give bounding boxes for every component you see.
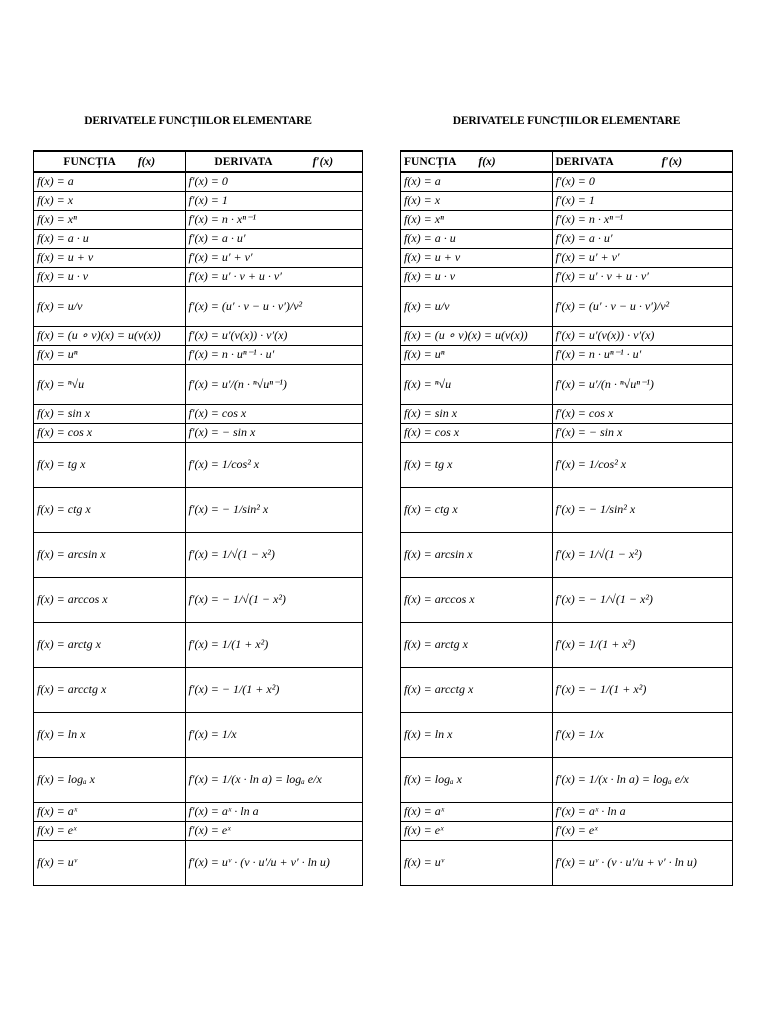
function-cell: f(x) = arcctg x	[34, 667, 185, 712]
page-title: DERIVATELE FUNCȚIILOR ELEMENTARE	[84, 115, 312, 127]
function-cell: f(x) = x	[34, 191, 185, 210]
table-row	[401, 622, 732, 667]
derivative-cell: f′(x) = aˣ · ln a	[552, 802, 732, 821]
derivative-cell: f′(x) = 1	[185, 191, 362, 210]
function-cell: f(x) = u + v	[401, 248, 552, 267]
header-function: FUNCȚIA f(x)	[34, 152, 185, 173]
table-row	[34, 210, 362, 229]
function-cell: f(x) = uⁿ	[34, 345, 185, 364]
derivative-cell: f′(x) = 1/(x · ln a) = logₐ e/x	[552, 757, 732, 802]
derivative-cell: f′(x) = − 1/sin² x	[185, 487, 362, 532]
function-cell: f(x) = a · u	[401, 229, 552, 248]
table-row	[34, 364, 362, 404]
derivative-cell: f′(x) = a · u′	[552, 229, 732, 248]
table-header-row	[34, 152, 362, 173]
function-cell: f(x) = a · u	[34, 229, 185, 248]
table-row	[401, 191, 732, 210]
derivative-cell: f′(x) = uᵛ · (v · u′/u + v′ · ln u)	[185, 840, 362, 885]
derivative-cell: f′(x) = n · xⁿ⁻¹	[552, 210, 732, 229]
table-row	[34, 248, 362, 267]
table-row	[401, 172, 732, 191]
table-row	[34, 712, 362, 757]
table-row	[401, 840, 732, 885]
derivative-cell: f′(x) = n · uⁿ⁻¹ · u′	[185, 345, 362, 364]
derivative-cell: f′(x) = 0	[185, 172, 362, 191]
table-row	[401, 326, 732, 345]
derivative-cell: f′(x) = 1/√(1 − x²)	[552, 532, 732, 577]
function-cell: f(x) = cos x	[34, 423, 185, 442]
derivative-cell: f′(x) = u′ + v′	[185, 248, 362, 267]
derivative-cell: f′(x) = − sin x	[185, 423, 362, 442]
table-row	[34, 423, 362, 442]
function-cell: f(x) = tg x	[34, 442, 185, 487]
derivative-cell: f′(x) = 0	[552, 172, 732, 191]
derivative-cell: f′(x) = n · uⁿ⁻¹ · u′	[552, 345, 732, 364]
function-cell: f(x) = xⁿ	[401, 210, 552, 229]
derivative-cell: f′(x) = 1/√(1 − x²)	[185, 532, 362, 577]
table-row	[401, 802, 732, 821]
derivatives-table	[400, 150, 733, 886]
table-row	[401, 267, 732, 286]
derivative-cell: f′(x) = uᵛ · (v · u′/u + v′ · ln u)	[552, 840, 732, 885]
function-cell: f(x) = x	[401, 191, 552, 210]
function-cell: f(x) = ctg x	[34, 487, 185, 532]
derivative-cell: f′(x) = (u′ · v − u · v′)/v²	[185, 286, 362, 326]
function-cell: f(x) = ln x	[401, 712, 552, 757]
derivative-cell: f′(x) = − 1/(1 + x²)	[185, 667, 362, 712]
table-row	[401, 757, 732, 802]
table-row	[34, 577, 362, 622]
derivative-cell: f′(x) = − 1/√(1 − x²)	[185, 577, 362, 622]
table-row	[34, 757, 362, 802]
table-row	[401, 487, 732, 532]
table-row	[401, 248, 732, 267]
table-row	[401, 345, 732, 364]
derivative-cell: f′(x) = n · xⁿ⁻¹	[185, 210, 362, 229]
function-cell: f(x) = ctg x	[401, 487, 552, 532]
function-cell: f(x) = arccos x	[401, 577, 552, 622]
derivative-cell: f′(x) = u′(v(x)) · v′(x)	[185, 326, 362, 345]
table-row	[34, 267, 362, 286]
function-cell: f(x) = uᵛ	[401, 840, 552, 885]
table-row	[401, 712, 732, 757]
function-cell: f(x) = aˣ	[401, 802, 552, 821]
function-cell: f(x) = tg x	[401, 442, 552, 487]
table-row	[401, 577, 732, 622]
table-row	[401, 404, 732, 423]
function-cell: f(x) = cos x	[401, 423, 552, 442]
derivative-cell: f′(x) = aˣ · ln a	[185, 802, 362, 821]
derivative-cell: f′(x) = 1/cos² x	[185, 442, 362, 487]
table-row	[34, 229, 362, 248]
function-cell: f(x) = eˣ	[401, 821, 552, 840]
header-function: FUNCȚIA f(x)	[401, 152, 552, 173]
derivative-cell: f′(x) = 1/(1 + x²)	[185, 622, 362, 667]
table-row	[401, 229, 732, 248]
table-row	[401, 286, 732, 326]
function-cell: f(x) = arccos x	[34, 577, 185, 622]
table-row	[34, 487, 362, 532]
derivative-cell: f′(x) = − 1/sin² x	[552, 487, 732, 532]
derivative-cell: f′(x) = 1	[552, 191, 732, 210]
table-row	[34, 172, 362, 191]
derivative-cell: f′(x) = 1/cos² x	[552, 442, 732, 487]
function-cell: f(x) = u · v	[401, 267, 552, 286]
table-body	[401, 172, 732, 885]
derivative-cell: f′(x) = cos x	[185, 404, 362, 423]
function-cell: f(x) = arctg x	[34, 622, 185, 667]
table-row	[401, 821, 732, 840]
function-cell: f(x) = ⁿ√u	[401, 364, 552, 404]
function-cell: f(x) = logₐ x	[401, 757, 552, 802]
table-header-row	[401, 152, 732, 173]
table-row	[34, 622, 362, 667]
table-row	[34, 821, 362, 840]
derivative-cell: f′(x) = u′/(n · ⁿ√uⁿ⁻¹)	[185, 364, 362, 404]
function-cell: f(x) = logₐ x	[34, 757, 185, 802]
derivative-cell: f′(x) = eˣ	[552, 821, 732, 840]
table-row	[34, 345, 362, 364]
table-row	[34, 840, 362, 885]
derivative-cell: f′(x) = cos x	[552, 404, 732, 423]
function-cell: f(x) = u · v	[34, 267, 185, 286]
table-row	[34, 191, 362, 210]
function-cell: f(x) = eˣ	[34, 821, 185, 840]
derivative-cell: f′(x) = eˣ	[185, 821, 362, 840]
table-row	[34, 286, 362, 326]
function-cell: f(x) = u + v	[34, 248, 185, 267]
function-cell: f(x) = arcctg x	[401, 667, 552, 712]
function-cell: f(x) = arctg x	[401, 622, 552, 667]
derivative-cell: f′(x) = u′ · v + u · v′	[552, 267, 732, 286]
page-title: DERIVATELE FUNCȚIILOR ELEMENTARE	[452, 115, 681, 127]
panel-left	[33, 112, 363, 886]
derivative-cell: f′(x) = 1/(x · ln a) = logₐ e/x	[185, 757, 362, 802]
function-cell: f(x) = xⁿ	[34, 210, 185, 229]
derivatives-table	[33, 150, 363, 886]
derivative-cell: f′(x) = (u′ · v − u · v′)/v²	[552, 286, 732, 326]
table-row	[401, 667, 732, 712]
table-row	[34, 667, 362, 712]
table-row	[401, 364, 732, 404]
function-cell: f(x) = (u ∘ v)(x) = u(v(x))	[34, 326, 185, 345]
function-cell: f(x) = uᵛ	[34, 840, 185, 885]
derivative-cell: f′(x) = 1/(1 + x²)	[552, 622, 732, 667]
derivative-cell: f′(x) = a · u′	[185, 229, 362, 248]
derivative-cell: f′(x) = u′/(n · ⁿ√uⁿ⁻¹)	[552, 364, 732, 404]
derivative-cell: f′(x) = 1/x	[552, 712, 732, 757]
table-row	[34, 442, 362, 487]
table-row	[401, 423, 732, 442]
panel-right	[400, 112, 733, 886]
derivative-cell: f′(x) = u′ + v′	[552, 248, 732, 267]
function-cell: f(x) = uⁿ	[401, 345, 552, 364]
function-cell: f(x) = sin x	[401, 404, 552, 423]
table-row	[34, 404, 362, 423]
function-cell: f(x) = a	[401, 172, 552, 191]
function-cell: f(x) = sin x	[34, 404, 185, 423]
table-row	[401, 210, 732, 229]
function-cell: f(x) = ln x	[34, 712, 185, 757]
function-cell: f(x) = u/v	[34, 286, 185, 326]
function-cell: f(x) = (u ∘ v)(x) = u(v(x))	[401, 326, 552, 345]
derivative-cell: f′(x) = − sin x	[552, 423, 732, 442]
derivative-cell: f′(x) = 1/x	[185, 712, 362, 757]
function-cell: f(x) = arcsin x	[401, 532, 552, 577]
derivative-cell: f′(x) = u′(v(x)) · v′(x)	[552, 326, 732, 345]
table-body	[34, 172, 362, 885]
table-row	[34, 532, 362, 577]
derivative-cell: f′(x) = − 1/(1 + x²)	[552, 667, 732, 712]
table-row	[401, 442, 732, 487]
table-row	[401, 532, 732, 577]
header-derivative: DERIVATA f′(x)	[552, 152, 732, 173]
table-row	[34, 326, 362, 345]
function-cell: f(x) = ⁿ√u	[34, 364, 185, 404]
function-cell: f(x) = arcsin x	[34, 532, 185, 577]
table-row	[34, 802, 362, 821]
function-cell: f(x) = a	[34, 172, 185, 191]
function-cell: f(x) = u/v	[401, 286, 552, 326]
function-cell: f(x) = aˣ	[34, 802, 185, 821]
derivative-cell: f′(x) = u′ · v + u · v′	[185, 267, 362, 286]
header-derivative: DERIVATA f′(x)	[185, 152, 362, 173]
derivative-cell: f′(x) = − 1/√(1 − x²)	[552, 577, 732, 622]
